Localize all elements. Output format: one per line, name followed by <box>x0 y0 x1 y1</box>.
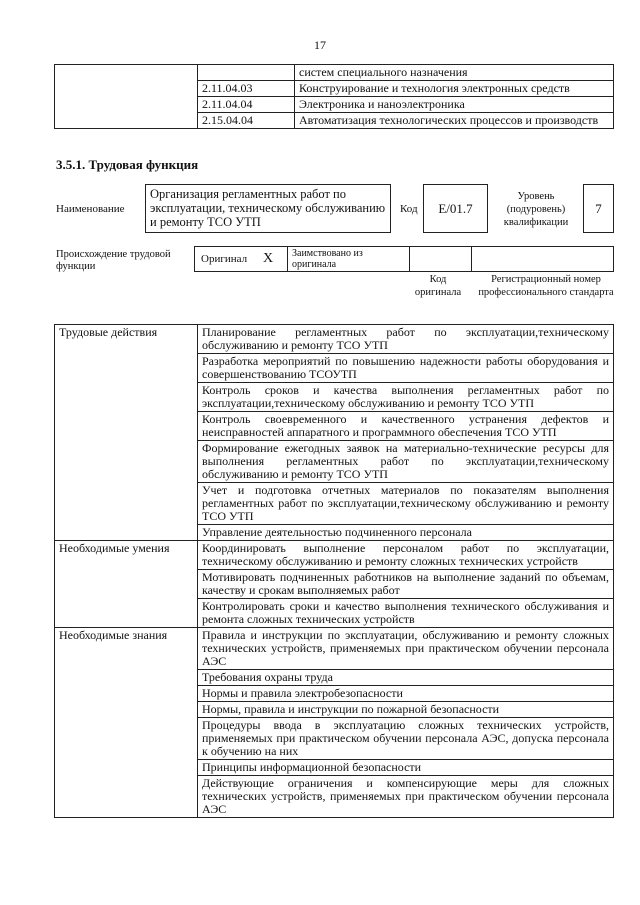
section-item: Процедуры ввода в эксплуатацию сложных технических устройств, применяемых при практическом обучении персонала АЭС, допуска персонала к обучению на них <box>198 718 614 760</box>
empty-cell <box>55 81 198 97</box>
section-item: Контроль своевременного и качественного устранения дефектов и неисправностей аппаратного и программного обеспечения ТСО УТП <box>198 412 614 441</box>
section-item: Планирование регламентных работ по эксплуатации,техническому обслуживанию и ремонту ТСО УТП <box>198 325 614 354</box>
specialty-name: Электроника и наноэлектроника <box>295 97 614 113</box>
section-item: Нормы, правила и инструкции по пожарной безопасности <box>198 702 614 718</box>
section-item: Правила и инструкции по эксплуатации, обслуживанию и ремонту сложных технических устройств, применяемых при практическом обучении персонала АЭС <box>198 628 614 670</box>
section-item: Принципы информационной безопасности <box>198 760 614 776</box>
original-label: Оригинал <box>201 253 248 265</box>
specialty-name: Автоматизация технологических процессов и производств <box>295 113 614 129</box>
empty-cell <box>55 113 198 129</box>
specialties-table <box>54 64 614 129</box>
specialty-name: систем специального назначения <box>295 65 614 81</box>
level-box <box>583 184 614 233</box>
level-label: Уровень (подуровень) квалификации <box>503 191 569 228</box>
section-item: Мотивировать подчиненных работников на выполнение заданий по объемам, качеству и срокам выполняемых работ <box>198 570 614 599</box>
function-code: E/01.7 <box>438 200 473 216</box>
specialty-name: Конструирование и технология электронных средств <box>295 81 614 97</box>
specialty-code: 2.11.04.04 <box>198 97 295 113</box>
origin-box <box>194 246 614 272</box>
specialty-row <box>55 65 614 81</box>
origin-reg-caption: Регистрационный номер профессионального стандарта <box>478 274 614 298</box>
specialty-code: 2.15.04.04 <box>198 113 295 129</box>
section-item: Нормы и правила электробезопасности <box>198 686 614 702</box>
section-item: Действующие ограничения и компенсирующие меры для сложных технических устройств, применяемых при практическом обучении персонала АЭС <box>198 776 614 818</box>
section-item: Разработка мероприятий по повышению надежности работы оборудования и совершенствованию ТСОУТП <box>198 354 614 383</box>
detail-row <box>55 628 614 670</box>
section-heading: Необходимые умения <box>55 541 198 628</box>
origin-label: Происхождение трудовой функции <box>56 249 171 272</box>
function-details-table <box>54 324 614 818</box>
code-label: Код <box>400 203 418 215</box>
page-number: 17 <box>314 38 326 52</box>
original-mark: X <box>263 251 274 266</box>
specialty-row <box>55 81 614 97</box>
section-heading: Трудовые действия <box>55 325 198 541</box>
detail-row <box>55 541 614 570</box>
name-label: Наименование <box>56 203 125 215</box>
specialty-code <box>198 65 295 81</box>
level-value: 7 <box>595 200 602 216</box>
section-item: Контроль сроков и качества выполнения регламентных работ по эксплуатации,техническому обслуживанию и ремонту ТСО УТП <box>198 383 614 412</box>
function-name-box <box>145 184 391 233</box>
borrowed-label: Заимствовано из оригинала <box>292 248 363 270</box>
section-title: 3.5.1. Трудовая функция <box>56 157 199 172</box>
specialty-row <box>55 113 614 129</box>
section-heading: Необходимые знания <box>55 628 198 818</box>
section-item: Управление деятельностью подчиненного персонала <box>198 525 614 541</box>
specialty-row <box>55 97 614 113</box>
specialty-code: 2.11.04.03 <box>198 81 295 97</box>
section-item: Контролировать сроки и качество выполнения технического обслуживания и ремонта сложных технических устройств <box>198 599 614 628</box>
empty-cell <box>55 97 198 113</box>
section-item: Формирование ежегодных заявок на материально-технические ресурсы для выполнения регламентных работ по эксплуатации,техническому обслуживанию и ремонту ТСО УТП <box>198 441 614 483</box>
empty-cell <box>55 65 198 81</box>
section-item: Требования охраны труда <box>198 670 614 686</box>
detail-row <box>55 325 614 354</box>
function-name: Организация регламентных работ по эксплуатации, техническому обслуживанию и ремонту ТСО УТП <box>150 187 386 229</box>
origin-code-caption: Код оригинала <box>414 274 462 298</box>
function-code-box <box>423 184 488 233</box>
section-item: Учет и подготовка отчетных материалов по показателям выполнения регламентных работ по эксплуатации,техническому обслуживанию и ремонту ТСО УТП <box>198 483 614 525</box>
section-item: Координировать выполнение персоналом работ по эксплуатации, техническому обслуживанию и ремонту сложных технических устройств <box>198 541 614 570</box>
